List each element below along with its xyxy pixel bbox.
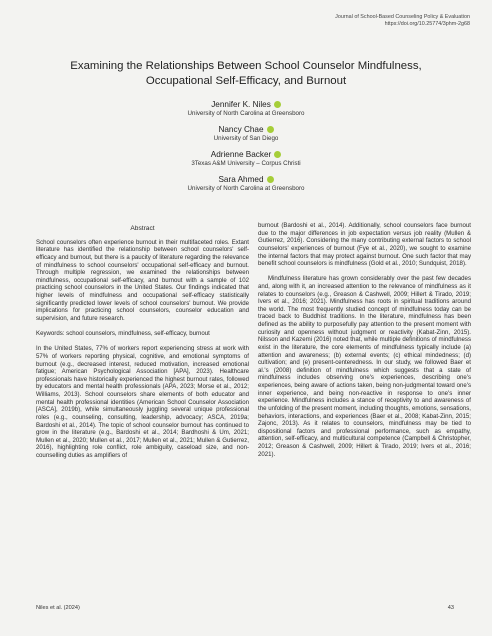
author-2 — [0, 125, 492, 143]
page-number: 43 — [447, 605, 454, 611]
title-line-2: Occupational Self-Efficacy, and Burnout — [145, 75, 347, 87]
author-name: Sara Ahmed — [218, 175, 264, 184]
author-1 — [0, 100, 492, 118]
orcid-icon[interactable] — [274, 101, 281, 108]
author-3 — [0, 150, 492, 168]
orcid-icon[interactable] — [267, 176, 274, 183]
right-column — [258, 222, 471, 458]
journal-doi[interactable]: https://doi.org/10.25774/3phm-2g68 — [384, 21, 470, 27]
author-affiliation: 3Texas A&M University – Corpus Christi — [191, 160, 301, 167]
journal-name: Journal of School-Based Counseling Policy & Evaluation — [335, 14, 470, 20]
body-paragraph: burnout (Bardoshi et al., 2014). Additionally, school counselors face burnout due to the major differences in job expectation versus job reality (Mullen & Gutierrez, 2016). Considering the many contributing external factors to school counselors' experiences of burnout (Fye et al., 2020), we sought to examine the internal factors that may protect against burnout. One such factor that may benefit school counselors is mindfulness (Gold et al., 2010; Sundquist, 2018). — [258, 222, 471, 268]
author-4 — [0, 175, 492, 193]
abstract-text: School counselors often experience burnout in their multifaceted roles. Extant literature has identified the relationship between school counselors' self-efficacy and burnout, but there is a paucity of literature regarding the relevance of mindfulness to school counselors' occupational self-efficacy and burnout. Through multiple regression, we examined the relationships between mindfulness, occupational self-efficacy, and burnout with a sample of 102 practicing school counselors in the United States. Our findings indicated that higher levels of mindfulness and occupational self-efficacy statistically significantly predicted lower levels of school counselors' burnout. We provide implications for practicing school counselors, counselor education and supervision, and future research. — [36, 238, 249, 322]
author-affiliation: University of North Carolina at Greensboro — [187, 110, 305, 117]
author-name: Jennifer K. Niles — [211, 100, 271, 109]
orcid-icon[interactable] — [267, 126, 274, 133]
author-name: Adrienne Backer — [210, 150, 272, 159]
left-column — [36, 225, 249, 460]
paper-title — [20, 59, 472, 89]
author-affiliation: University of San Diego — [213, 135, 279, 142]
keywords: Keywords: school counselors, mindfulness, self-efficacy, burnout — [36, 330, 210, 338]
author-affiliation: University of North Carolina at Greensboro — [187, 185, 305, 192]
title-line-1: Examining the Relationships Between School Counselor Mindfulness, — [70, 60, 422, 72]
orcid-icon[interactable] — [274, 151, 281, 158]
journal-header — [335, 14, 470, 28]
body-paragraph: In the United States, 77% of workers report experiencing stress at work with 57% of workers reporting physical, cognitive, and emotional symptoms of burnout (e.g., decreased interest, reduced motivation, increased emotional fatigue; American Psychological Association [APA], 2023). Healthcare professionals have historically experienced the highest burnout rates, followed by educators and mental health professionals (APA, 2023; Morse et al., 2012; Williams, 2013). School counselors share elements of both educator and mental health professional identities (American School Counselor Association [ASCA], 2019b), while simultaneously juggling several unique professional roles (e.g., counseling, consulting, leadership, advocacy; ASCA, 2019a; Bardoshi et al., 2014). The topic of school counselor burnout has continued to grow in the literature (e.g., Bardoshi et al., 2014; Bardhoshi & Um, 2021; Mullen et al., 2020; Mullen et al., 2017; Mullen et al., 2021; Mullen & Gutierrez, 2016), highlighting role conflict, role ambiguity, caseload size, and non-counselling duties as amplifiers of — [36, 345, 249, 460]
author-name: Nancy Chae — [218, 125, 264, 134]
body-paragraph: Mindfulness literature has grown considerably over the past few decades and, along with it, an increased attention to the relevance of mindfulness as it relates to counselors (e.g., Greason & Cashwell, 2009; Hillert & Tirado, 2019; Ivers et al., 2016; 2021). Mindfulness has roots in spiritual traditions around the world. The most frequently studied concept of mindfulness today can be traced back to Buddhist traditions. In the literature, mindfulness has been defined as the ability to purposefully pay attention to the present moment with curiosity and openness without judgment or reactivity (Kabat-Zinn, 2015). Nilsson and Kazemi (2016) noted that, while multiple definitions of mindfulness exist in the literature, the core elements of mindfulness typically include (a) attention and awareness; (b) external events; (c) ethical mindedness; (d) cultivation; and (e) present-centeredness. In our study, we followed Baer et al.'s (2008) definition of mindfulness which suggests that a state of mindfulness includes observing one's experiences, describing one's experiences, being aware of actions taken, being non-judgmental toward one's inner experience, and being non-reactive in response to one's inner experience. Mindfulness includes a stance of receptivity to and awareness of the unfolding of the present moment, including thoughts, emotions, sensations, behaviors, interactions, and experiences (Baer et al., 2008; Kabat-Zinn, 2015; Zajonc, 2013). As it relates to counselors, mindfulness may be tied to dispositional factors and professional performance, such as empathy, attention, self-efficacy, and multicultural competence (Campbell & Christopher, 2012; Greason & Cashwell, 2009; Hillert & Tirado, 2019; Ivers et al., 2016; 2021). — [258, 275, 471, 458]
abstract-heading: Abstract — [130, 225, 155, 232]
footer-citation: Niles et al. (2024) — [36, 605, 80, 611]
author-list — [0, 100, 492, 200]
